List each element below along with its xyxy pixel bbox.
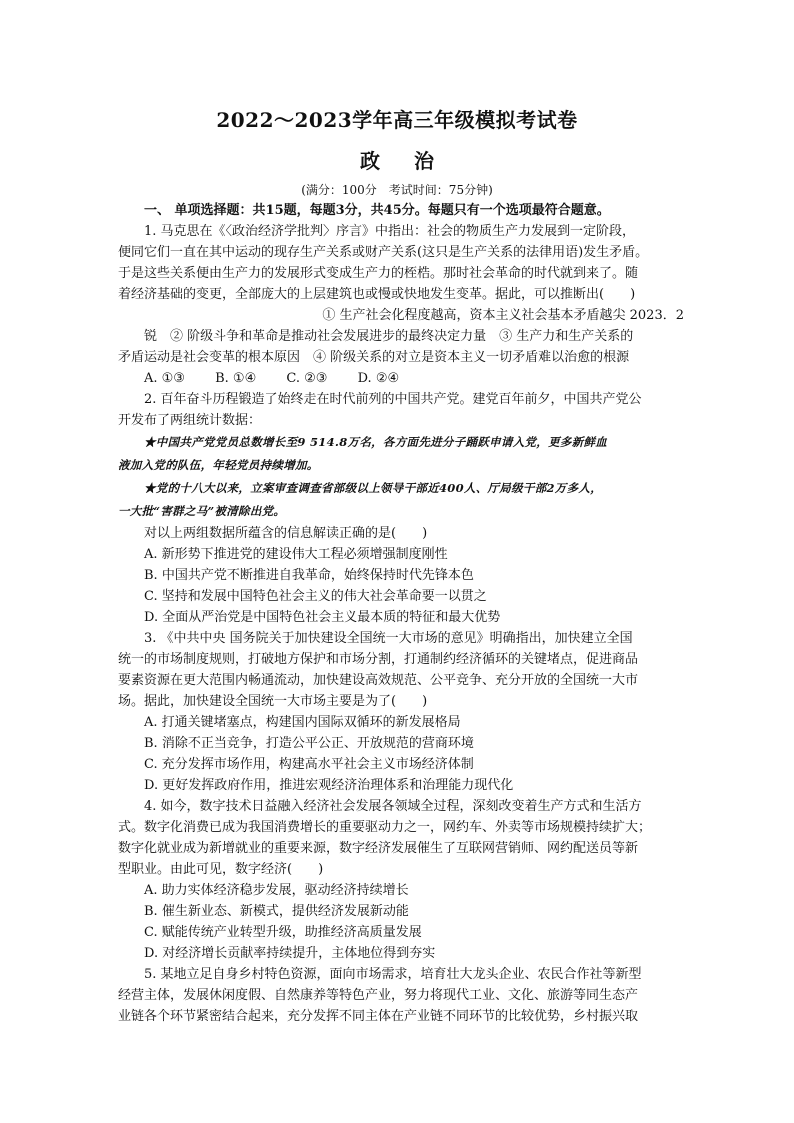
q1-line: 便同它们一直在其中运动的现存生产关系或财产关系(这只是生产关系的法律用语)发生矛盾。 bbox=[118, 245, 649, 260]
subject-title: 政治 bbox=[360, 149, 468, 173]
q2-option[interactable]: B. 中国共产党不断推进自我革命，始终保持时代先锋本色 bbox=[144, 568, 474, 583]
q3-option[interactable]: A. 打通关键堵塞点，构建国内国际双循环的新发展格局 bbox=[144, 715, 461, 730]
q1-line: 于是这些关系便由生产力的发展形式变成生产力的桎梏。那时社会革命的时代就到来了。随 bbox=[118, 266, 639, 281]
q1-option[interactable]: A. ①③ bbox=[144, 371, 185, 386]
q3-option[interactable]: C. 充分发挥市场作用，构建高水平社会主义市场经济体制 bbox=[144, 757, 474, 772]
q2-data-line: ★中国共产党党员总数增长至9 514.8万名，各方面先进分子踊跃申请入党，更多新鲜血 bbox=[144, 435, 608, 449]
q2-line: 2. 百年奋斗历程锻造了始终走在时代前列的中国共产党。建党百年前夕，中国共产党公 bbox=[144, 392, 642, 407]
q2-data-line: 液加入党的队伍，年轻党员持续增加。 bbox=[118, 458, 319, 472]
q4-line: 型职业。由此可见，数字经济( ) bbox=[118, 862, 324, 877]
q1-line: 锐 ② 阶级斗争和革命是推动社会发展进步的最终决定力量 ③ 生产力和生产关系的 bbox=[144, 329, 634, 344]
q2-option[interactable]: C. 坚持和发展中国特色社会主义的伟大社会革命要一以贯之 bbox=[144, 589, 487, 604]
q1-line: ① 生产社会化程度越高，资本主义社会基本矛盾越尖 2023．2 bbox=[322, 308, 684, 323]
q5-line: 经营主体，发展休闲度假、自然康养等特色产业，努力将现代工业、文化、旅游等同生态产 bbox=[118, 988, 639, 1003]
q1-option[interactable]: D. ②④ bbox=[357, 371, 400, 386]
q2-option[interactable]: A. 新形势下推进党的建设伟大工程必须增强制度刚性 bbox=[144, 547, 448, 562]
q1-option[interactable]: B. ①④ bbox=[215, 371, 257, 386]
q4-line: 4. 如今，数字技术日益融入经济社会发展各领域全过程，深刻改变着生产方式和生活方 bbox=[144, 799, 642, 814]
exam-meta: (满分：100分 考试时间：75分钟) bbox=[301, 183, 493, 197]
section-heading: 一、 单项选择题：共15题，每题3分，共45分。每题只有一个选项最符合题意。 bbox=[144, 203, 610, 218]
q3-option[interactable]: D. 更好发挥政府作用，推进宏观经济治理体系和治理能力现代化 bbox=[144, 778, 514, 793]
q1-line: 1. 马克思在《〈政治经济学批判〉序言》中指出：社会的物质生产力发展到一定阶段， bbox=[144, 224, 636, 239]
q1-option[interactable]: C. ②③ bbox=[286, 371, 328, 386]
q3-line: 统一的市场制度规则，打破地方保护和市场分割，打通制约经济循环的关键堵点，促进商品 bbox=[118, 652, 639, 667]
q4-option[interactable]: D. 对经济增长贡献率持续提升，主体地位得到夯实 bbox=[144, 946, 436, 961]
q2-question: 对以上两组数据所蕴含的信息解读正确的是( ) bbox=[144, 526, 428, 541]
q3-option[interactable]: B. 消除不正当竞争，打造公平公正、开放规范的营商环境 bbox=[144, 736, 474, 751]
q4-option[interactable]: A. 助力实体经济稳步发展，驱动经济持续增长 bbox=[144, 883, 409, 898]
q4-option[interactable]: C. 赋能传统产业转型升级，助推经济高质量发展 bbox=[144, 925, 422, 940]
q4-option[interactable]: B. 催生新业态、新模式，提供经济发展新动能 bbox=[144, 904, 409, 919]
q3-line: 3. 《中共中央 国务院关于加快建设全国统一大市场的意见》明确指出，加快建立全国 bbox=[144, 631, 633, 646]
q3-line: 场。据此，加快建设全国统一大市场主要是为了( ) bbox=[118, 694, 428, 709]
q4-line: 式。数字化消费已成为我国消费增长的重要驱动力之一，网约车、外卖等市场规模持续扩大； bbox=[118, 820, 652, 835]
q2-data-line: 一大批“害群之马”被清除出党。 bbox=[118, 504, 286, 518]
q2-line: 开发布了两组统计数据： bbox=[118, 413, 262, 428]
q1-options bbox=[118, 368, 684, 389]
q4-line: 数字化就业成为新增就业的重要来源，数字经济发展催生了互联网营销师、网约配送员等新 bbox=[118, 841, 639, 856]
q1-line: 矛盾运动是社会变革的根本原因 ④ 阶级关系的对立是资本主义一切矛盾难以治愈的根源 bbox=[118, 350, 630, 365]
q5-line: 5. 某地立足自身乡村特色资源，面向市场需求，培育壮大龙头企业、农民合作社等新型 bbox=[144, 967, 642, 982]
exam-title: 2022～2023学年高三年级模拟考试卷 bbox=[216, 108, 578, 132]
q5-line: 业链各个环节紧密结合起来，充分发挥不同主体在产业链不同环节的比较优势，乡村振兴取 bbox=[118, 1009, 639, 1024]
q2-option[interactable]: D. 全面从严治党是中国特色社会主义最本质的特征和最大优势 bbox=[144, 610, 501, 625]
q3-line: 要素资源在更大范围内畅通流动，加快建设高效规范、公平竞争、充分开放的全国统一大市 bbox=[118, 673, 639, 688]
q1-line: 着经济基础的变更，全部庞大的上层建筑也或慢或快地发生变革。据此，可以推断出( ) bbox=[118, 287, 636, 302]
exam-content bbox=[118, 200, 684, 1027]
q2-data-line: ★党的十八大以来，立案审查调查省部级以上领导干部近400人、厅局级干部2万多人， bbox=[144, 481, 603, 495]
